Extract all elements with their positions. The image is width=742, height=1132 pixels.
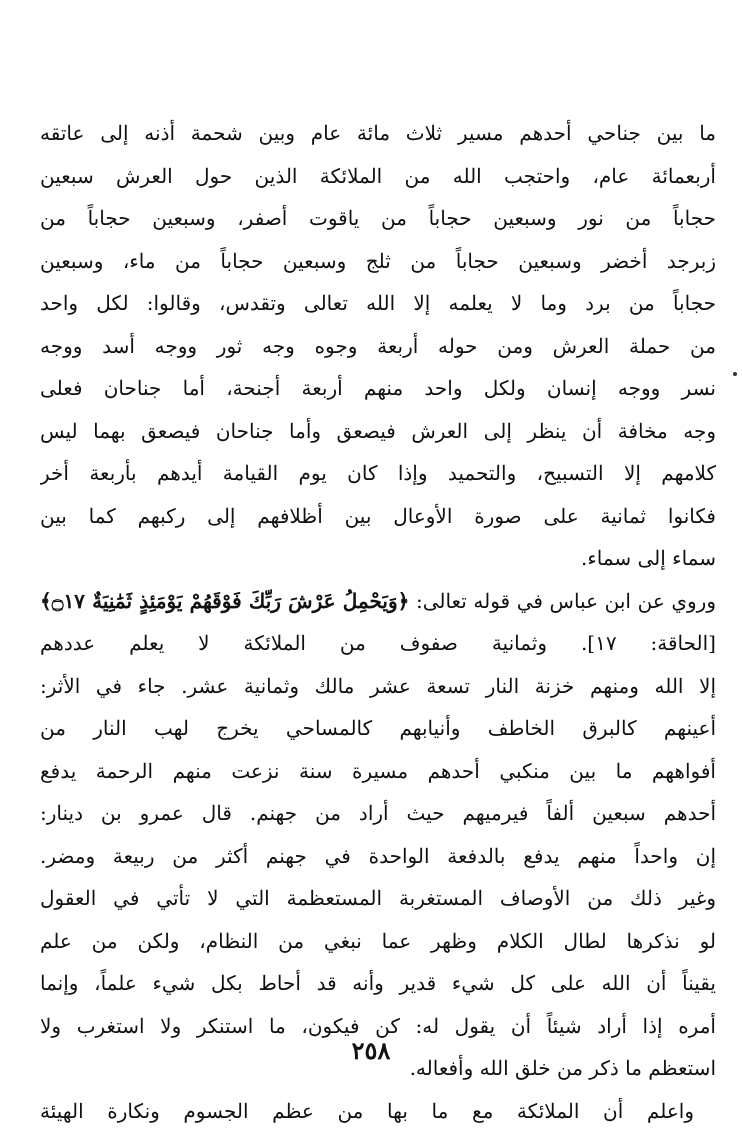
text-line: أفواههم ما بين منكبي أحدهم مسيرة سنة نزعت منهم الرحمة يدفع bbox=[40, 750, 716, 793]
text-line: واعلم أن الملائكة مع ما بها من عظم الجسوم ونكارة الهيئة bbox=[40, 1090, 716, 1132]
text-line: استعظم ما ذكر من خلق الله وأفعاله. bbox=[40, 1047, 716, 1090]
body-text bbox=[40, 112, 716, 1132]
text-line: زبرجد أخضر وسبعين حجاباً من ثلج وسبعين حجاباً من ماء، وسبعين bbox=[40, 240, 716, 283]
page-number: ٢٥٨ bbox=[0, 1036, 742, 1065]
text-line: من حملة العرش ومن حوله أربعة وجوه وجه ثور ووجه أسد ووجه bbox=[40, 325, 716, 368]
text-line: ما بين جناحي أحدهم مسير ثلاث مائة عام وبين شحمة أذنه إلى عاتقه bbox=[40, 112, 716, 155]
text-line: وجه مخافة أن ينظر إلى العرش فيصعق وأما جناحان فيصعق بهما ليس bbox=[40, 410, 716, 453]
quran-intro: وروي عن ابن عباس في قوله تعالى: bbox=[416, 589, 716, 613]
text-line: فكانوا ثمانية على صورة الأوعال بين أظلافهم إلى ركبهم كما بين bbox=[40, 495, 716, 538]
text-line: أعينهم كالبرق الخاطف وأنيابهم كالمساحي يخرج لهب النار من bbox=[40, 707, 716, 750]
text-line: أحدهم سبعين ألفاً فيرميهم حيث أراد من جهنم. قال عمرو بن دينار: bbox=[40, 792, 716, 835]
text-line: إن واحداً منهم يدفع بالدفعة الواحدة في جهنم أكثر من ربيعة ومضر. bbox=[40, 835, 716, 878]
text-line: سماء إلى سماء. bbox=[40, 537, 716, 580]
text-line: حجاباً من برد وما لا يعلمه إلا الله تعالى وتقدس، وقالوا: لكل واحد bbox=[40, 282, 716, 325]
text-line: أمره إذا أراد شيئاً أن يقول له: كن فيكون، ما استنكر ولا استغرب ولا bbox=[40, 1005, 716, 1048]
text-line: حجاباً من نور وسبعين حجاباً من ياقوت أصفر، وسبعين حجاباً من bbox=[40, 197, 716, 240]
quran-quote-line bbox=[40, 580, 716, 623]
margin-dot bbox=[733, 372, 737, 376]
text-line: لو نذكرها لطال الكلام وظهر عما نبغي من النظام، ولكن من علم bbox=[40, 920, 716, 963]
text-line: [الحاقة: ١٧]. وثمانية صفوف من الملائكة لا يعلم عددهم bbox=[40, 622, 716, 665]
text-line: أربعمائة عام، واحتجب الله من الملائكة الذين حول العرش سبعين bbox=[40, 155, 716, 198]
text-line: كلامهم إلا التسبيح، والتحميد وإذا كان يوم القيامة أيدهم بأربعة أخر bbox=[40, 452, 716, 495]
text-line: وغير ذلك من الأوصاف المستغربة المستعظمة التي لا تأتي في العقول bbox=[40, 877, 716, 920]
text-line: إلا الله ومنهم خزنة النار تسعة عشر مالك وثمانية عشر. جاء في الأثر: bbox=[40, 665, 716, 708]
text-line: يقيناً أن الله على كل شيء قدير وأنه قد أحاط بكل شيء علماً، وإنما bbox=[40, 962, 716, 1005]
quran-verse: ﴿وَيَحْمِلُ عَرْشَ رَبِّكَ فَوْقَهُمْ يَوْمَئِذٍ ثَمَٰنِيَةٌ ۝١٧﴾ bbox=[40, 589, 409, 613]
text-line: نسر ووجه إنسان ولكل واحد منهم أربعة أجنحة، أما جناحان فعلى bbox=[40, 367, 716, 410]
